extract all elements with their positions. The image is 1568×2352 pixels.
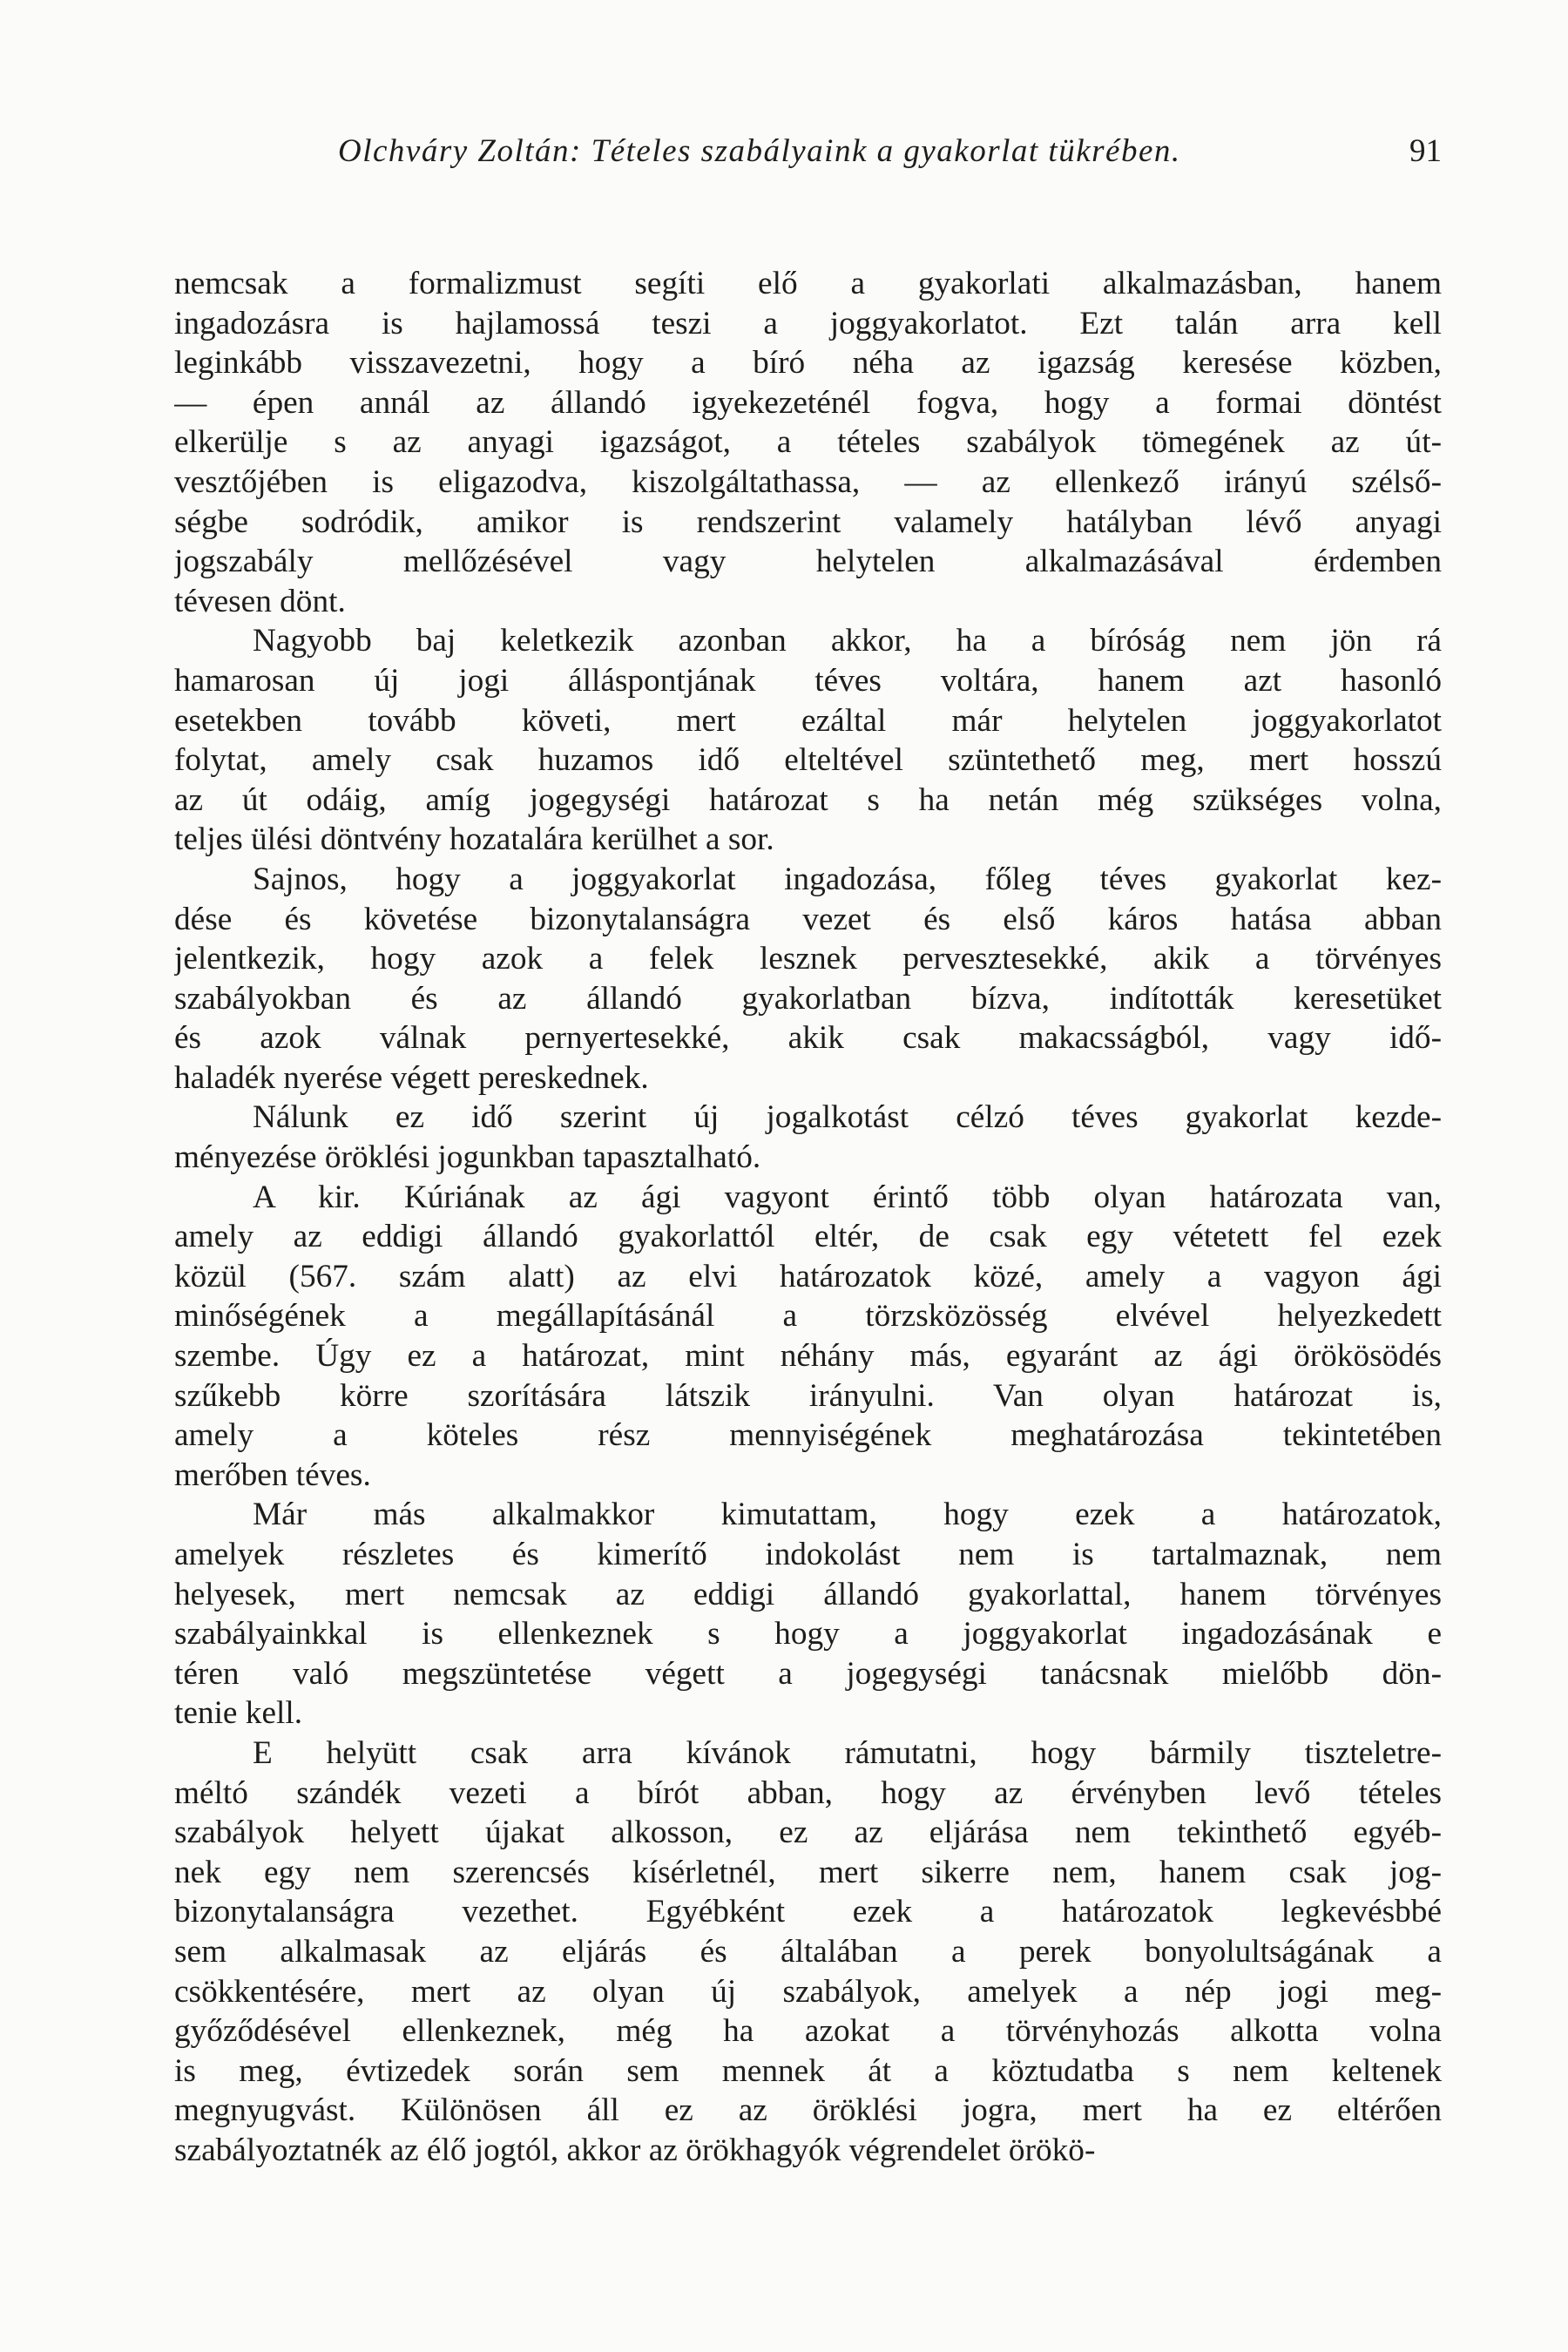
text-line: teljes ülési döntvény hozatalára kerülhet a sor. — [174, 821, 774, 858]
running-head — [174, 132, 1442, 185]
text-line: helyesek, mert nemcsak az eddigi állandó gyakorlattal, hanem törvényes — [174, 1576, 1442, 1612]
text-line: az út odáig, amíg jogegységi határozat s ha netán még szükséges volna, — [174, 781, 1442, 818]
text-line: ingadozásra is hajlamossá teszi a joggyakorlatot. Ezt talán arra kell — [174, 305, 1442, 341]
text-line: amely a köteles rész mennyiségének meghatározása tekintetében — [174, 1417, 1442, 1454]
text-line: megnyugvást. Különösen áll ez az öröklési jogra, mert ha ez eltérően — [174, 2092, 1442, 2129]
text-line: Nagyobb baj keletkezik azonban akkor, ha a bíróság nem jön rá — [253, 623, 1442, 659]
text-line: amelyek részletes és kimerítő indokolást nem is tartalmaznak, nem — [174, 1537, 1442, 1572]
text-line: vesztőjében is eligazodva, kiszolgáltathassa, — az ellenkező irányú szélső- — [174, 463, 1442, 500]
text-line: méltó szándék vezeti a bírót abban, hogy az érvényben levő tételes — [174, 1774, 1442, 1811]
text-line: Már más alkalmakkor kimutattam, hogy ezek a határozatok, — [253, 1497, 1442, 1533]
text-line: csökkentésére, mert az olyan új szabályok, amelyek a nép jogi meg- — [174, 1973, 1442, 2010]
text-line: Sajnos, hogy a joggyakorlat ingadozása, főleg téves gyakorlat kez- — [253, 861, 1442, 897]
text-line: bizonytalanságra vezethet. Egyébként ezek a határozatok legkevésbbé — [174, 1894, 1442, 1930]
paragraph — [174, 1098, 1442, 1177]
text-line: tenie kell. — [174, 1695, 303, 1732]
text-line: sem alkalmasak az eljárás és általában a perek bonyolultságának a — [174, 1933, 1442, 1970]
text-line: nemcsak a formalizmust segíti elő a gyakorlati alkalmazásban, hanem — [174, 266, 1442, 301]
text-line: és azok válnak pernyertesekké, akik csak makacsságból, vagy idő- — [174, 1020, 1442, 1057]
body-text — [174, 264, 1442, 2171]
paragraph — [174, 621, 1442, 860]
text-line: jogszabály mellőzésével vagy helytelen alkalmazásával érdemben — [174, 544, 1442, 580]
text-line: szabályokban és az állandó gyakorlatban bízva, indították keresetüket — [174, 980, 1442, 1017]
text-line: szabályainkkal is ellenkeznek s hogy a joggyakorlat ingadozásának e — [174, 1616, 1442, 1652]
text-line: hamarosan új jogi álláspontjának téves voltára, hanem azt hasonló — [174, 662, 1442, 699]
text-line: nek egy nem szerencsés kísérletnél, mert sikerre nem, hanem csak jog- — [174, 1854, 1442, 1890]
text-line: szabályok helyett újakat alkosson, ez az eljárása nem tekinthető egyéb- — [174, 1815, 1442, 1851]
text-line: szűkebb körre szorítására látszik irányulni. Van olyan határozat is, — [174, 1377, 1442, 1414]
text-line: szembe. Úgy ez a határozat, mint néhány más, egyaránt az ági örökösödés — [174, 1338, 1442, 1375]
text-line: szabályoztatnék az élő jogtól, akkor az örökhagyók végrendelet örökö- — [174, 2132, 1096, 2168]
text-line: jelentkezik, hogy azok a felek lesznek pervesztesekké, akik a törvényes — [174, 941, 1442, 977]
text-line: dése és követése bizonytalanságra vezet és első káros hatása abban — [174, 901, 1442, 937]
running-title: Olchváry Zoltán: Tételes szabályaink a gyakorlat tükrében. — [338, 133, 1181, 169]
paragraph — [174, 1734, 1442, 2171]
text-line: E helyütt csak arra kívánok rámutatni, hogy bármily tiszteletre- — [253, 1734, 1442, 1771]
text-line: folytat, amely csak huzamos idő elteltével szüntethető meg, mert hosszú — [174, 742, 1442, 779]
paragraph — [174, 264, 1442, 621]
text-line: ségbe sodródik, amikor is rendszerint valamely hatályban lévő anyagi — [174, 504, 1442, 540]
paragraph — [174, 1495, 1442, 1734]
text-line: A kir. Kúriának az ági vagyont érintő több olyan határozata van, — [253, 1179, 1442, 1215]
text-line: téren való megszüntetése végett a jogegységi tanácsnak mielőbb dön- — [174, 1655, 1442, 1692]
paragraph — [174, 860, 1442, 1098]
text-line: is meg, évtizedek során sem mennek át a köztudatba s nem keltenek — [174, 2052, 1442, 2089]
text-line: Nálunk ez idő szerint új jogalkotást célzó téves gyakorlat kezde- — [253, 1099, 1442, 1136]
text-line: — épen annál az állandó igyekezeténél fogva, hogy a formai döntést — [174, 384, 1442, 421]
text-line: merőben téves. — [174, 1456, 371, 1493]
page-number: 91 — [1409, 133, 1442, 169]
paragraph — [174, 1178, 1442, 1496]
text-line: elkerülje s az anyagi igazságot, a tételes szabályok tömegének az út- — [174, 424, 1442, 461]
text-line: esetekben tovább követi, mert ezáltal már helytelen joggyakorlatot — [174, 702, 1442, 739]
text-line: minőségének a megállapításánál a törzsközösség elvével helyezkedett — [174, 1298, 1442, 1335]
text-line: közül (567. szám alatt) az elvi határozatok közé, amely a vagyon ági — [174, 1258, 1442, 1294]
text-line: haladék nyerése végett pereskednek. — [174, 1059, 649, 1096]
text-line: tévesen dönt. — [174, 583, 346, 619]
text-line: ményezése öröklési jogunkban tapasztalható. — [174, 1139, 761, 1176]
text-line: leginkább visszavezetni, hogy a bíró néha az igazság keresése közben, — [174, 345, 1442, 382]
text-line: győződésével ellenkeznek, még ha azokat a törvényhozás alkotta volna — [174, 2013, 1442, 2050]
text-line: amely az eddigi állandó gyakorlattól eltér, de csak egy vétetett fel ezek — [174, 1219, 1442, 1255]
